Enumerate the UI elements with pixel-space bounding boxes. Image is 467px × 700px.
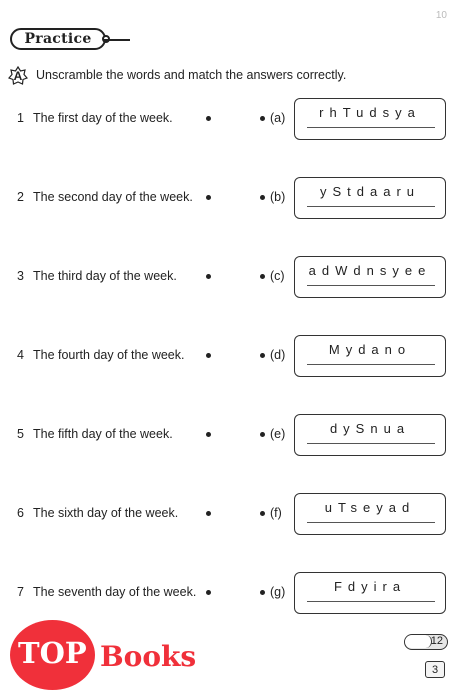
match-dot-left[interactable] bbox=[206, 195, 211, 200]
question-number: 6 bbox=[17, 506, 24, 520]
answer-line[interactable] bbox=[307, 443, 435, 444]
question-text: The sixth day of the week. bbox=[33, 506, 179, 520]
corner-mark: 10 bbox=[435, 10, 447, 21]
question-number: 5 bbox=[17, 427, 24, 441]
answer-box bbox=[294, 98, 446, 140]
question-number: 7 bbox=[17, 585, 24, 599]
question-number: 1 bbox=[17, 111, 24, 125]
question-row-7 bbox=[0, 572, 467, 622]
match-dot-left[interactable] bbox=[206, 590, 211, 595]
section-badge bbox=[8, 66, 28, 86]
scrambled-word: uTseyad bbox=[324, 500, 416, 515]
question-text: The first day of the week. bbox=[33, 111, 173, 125]
answer-box bbox=[294, 335, 446, 377]
answer-box bbox=[294, 493, 446, 535]
answer-box bbox=[294, 572, 446, 614]
scrambled-word: yStdaaru bbox=[319, 184, 421, 199]
scrambled-word: dySnua bbox=[329, 421, 411, 436]
practice-header bbox=[10, 28, 106, 50]
score-badge-inner bbox=[405, 635, 432, 648]
option-label: (g) bbox=[270, 585, 286, 599]
score-badge bbox=[404, 634, 448, 650]
question-row-3 bbox=[0, 256, 467, 306]
topbooks-logo bbox=[10, 620, 210, 690]
answer-box bbox=[294, 256, 446, 298]
option-label: (e) bbox=[270, 427, 286, 441]
match-dot-left[interactable] bbox=[206, 353, 211, 358]
logo-top-text: TOP bbox=[18, 636, 87, 670]
match-dot-right[interactable] bbox=[260, 590, 265, 595]
match-dot-left[interactable] bbox=[206, 511, 211, 516]
question-row-4 bbox=[0, 335, 467, 385]
answer-line[interactable] bbox=[307, 522, 435, 523]
scrambled-word: adWdnsyee bbox=[308, 263, 432, 278]
answer-line[interactable] bbox=[307, 127, 435, 128]
match-dot-left[interactable] bbox=[206, 432, 211, 437]
question-number: 4 bbox=[17, 348, 24, 362]
match-dot-right[interactable] bbox=[260, 274, 265, 279]
answer-box bbox=[294, 177, 446, 219]
question-text: The seventh day of the week. bbox=[33, 585, 197, 599]
match-dot-right[interactable] bbox=[260, 116, 265, 121]
answer-box bbox=[294, 414, 446, 456]
scrambled-word: Fdyira bbox=[333, 579, 407, 594]
question-row-6 bbox=[0, 493, 467, 543]
question-row-2 bbox=[0, 177, 467, 227]
logo-books-text: Books bbox=[100, 640, 197, 673]
option-label: (d) bbox=[270, 348, 286, 362]
match-dot-right[interactable] bbox=[260, 432, 265, 437]
option-label: (a) bbox=[270, 111, 286, 125]
instruction-text: Unscramble the words and match the answers correctly. bbox=[36, 68, 347, 82]
question-row-5 bbox=[0, 414, 467, 464]
question-number: 3 bbox=[17, 269, 24, 283]
option-label: (c) bbox=[270, 269, 285, 283]
answer-line[interactable] bbox=[307, 285, 435, 286]
question-text: The fourth day of the week. bbox=[33, 348, 185, 362]
page-number: 3 bbox=[425, 661, 445, 678]
match-dot-right[interactable] bbox=[260, 511, 265, 516]
section-letter: A bbox=[13, 69, 23, 83]
answer-line[interactable] bbox=[307, 206, 435, 207]
scrambled-word: Mydano bbox=[328, 342, 412, 357]
answer-line[interactable] bbox=[307, 364, 435, 365]
answer-line[interactable] bbox=[307, 601, 435, 602]
match-dot-left[interactable] bbox=[206, 274, 211, 279]
practice-label: Practice bbox=[24, 31, 92, 47]
question-text: The fifth day of the week. bbox=[33, 427, 173, 441]
option-label: (f) bbox=[270, 506, 282, 520]
question-number: 2 bbox=[17, 190, 24, 204]
question-row-1 bbox=[0, 98, 467, 148]
match-dot-right[interactable] bbox=[260, 195, 265, 200]
question-text: The third day of the week. bbox=[33, 269, 177, 283]
pill-connector-line bbox=[104, 39, 130, 41]
match-dot-right[interactable] bbox=[260, 353, 265, 358]
option-label: (b) bbox=[270, 190, 286, 204]
question-text: The second day of the week. bbox=[33, 190, 193, 204]
score-badge-number: 12 bbox=[430, 635, 443, 647]
match-dot-left[interactable] bbox=[206, 116, 211, 121]
scrambled-word: rhTudsya bbox=[319, 105, 421, 120]
